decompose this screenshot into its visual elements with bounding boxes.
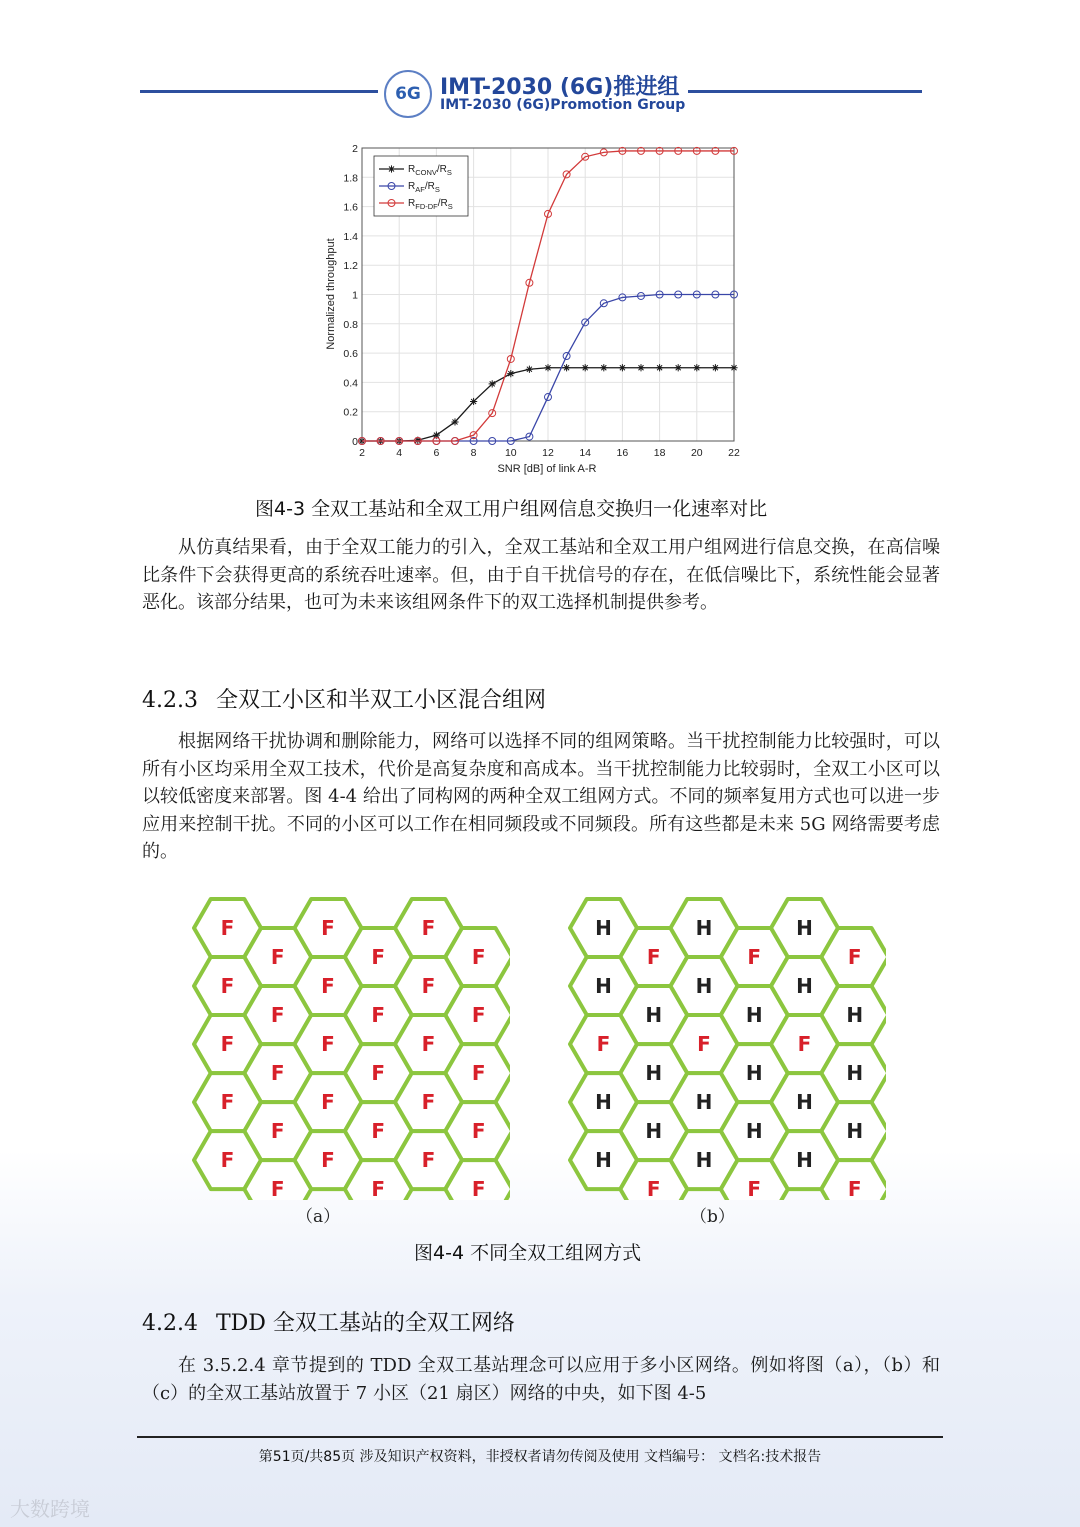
full-duplex-label: F bbox=[220, 916, 235, 941]
half-duplex-label: H bbox=[796, 916, 813, 941]
full-duplex-label: F bbox=[371, 1003, 386, 1028]
data-point bbox=[526, 366, 533, 373]
full-duplex-label: F bbox=[270, 1177, 285, 1200]
full-duplex-label: F bbox=[747, 945, 762, 970]
chart-ylabel: Normalized throughput bbox=[325, 238, 337, 350]
half-duplex-label: H bbox=[695, 1148, 713, 1173]
legend-label: $R_{FD-DF}/R_S$ bbox=[408, 198, 453, 211]
x-tick-label: 16 bbox=[616, 447, 629, 459]
x-tick-label: 22 bbox=[728, 447, 740, 459]
full-duplex-label: F bbox=[421, 974, 436, 999]
half-duplex-label: H bbox=[595, 974, 612, 999]
x-tick-label: 12 bbox=[542, 447, 554, 459]
half-duplex-label: H bbox=[745, 1119, 763, 1144]
half-duplex-label: H bbox=[796, 1148, 813, 1173]
page-footer: 第51页/共85页 涉及知识产权资料，非授权者请勿传阅及使用 文档编号： 文档名:技术报告 bbox=[258, 1449, 822, 1465]
x-tick-label: 6 bbox=[433, 447, 440, 459]
full-duplex-label: F bbox=[371, 1061, 386, 1086]
logo-text: 6G bbox=[395, 84, 421, 104]
full-duplex-label: F bbox=[270, 1003, 285, 1028]
y-tick-label: 0 bbox=[352, 436, 358, 448]
half-duplex-label: H bbox=[645, 1003, 663, 1028]
full-duplex-label: F bbox=[697, 1032, 711, 1057]
full-duplex-label: F bbox=[471, 1061, 486, 1086]
section-number: 4.2.4 bbox=[142, 1311, 198, 1336]
section-heading-4-2-3 bbox=[142, 683, 546, 714]
full-duplex-label: F bbox=[371, 945, 386, 970]
section-heading-4-2-4 bbox=[142, 1306, 515, 1337]
footer-rule bbox=[137, 1436, 943, 1438]
full-duplex-label: F bbox=[847, 1177, 862, 1200]
full-duplex-label: F bbox=[797, 1032, 812, 1057]
full-duplex-label: F bbox=[747, 1177, 762, 1200]
legend-label: $R_{CONV}/R_S$ bbox=[408, 164, 452, 177]
full-duplex-label: F bbox=[220, 974, 235, 999]
half-duplex-label: H bbox=[595, 916, 612, 941]
subfigure-label-a: （a） bbox=[296, 1207, 341, 1227]
y-tick-label: 0.8 bbox=[343, 318, 358, 331]
y-tick-label: 0.6 bbox=[343, 348, 358, 361]
header-rule-right bbox=[688, 90, 922, 93]
full-duplex-label: F bbox=[321, 916, 335, 941]
y-tick-label: 1.2 bbox=[343, 260, 358, 273]
full-duplex-label: F bbox=[220, 1032, 235, 1057]
x-tick-label: 18 bbox=[653, 447, 666, 459]
full-duplex-label: F bbox=[847, 945, 862, 970]
full-duplex-label: F bbox=[321, 1032, 335, 1057]
half-duplex-label: H bbox=[645, 1119, 663, 1144]
data-point bbox=[544, 364, 551, 371]
full-duplex-label: F bbox=[321, 1090, 335, 1115]
full-duplex-label: F bbox=[421, 1032, 436, 1057]
full-duplex-label: F bbox=[321, 974, 335, 999]
y-tick-label: 1.8 bbox=[343, 172, 358, 185]
half-duplex-label: H bbox=[846, 1061, 864, 1086]
y-tick-label: 1.6 bbox=[343, 201, 358, 214]
full-duplex-label: F bbox=[270, 1061, 285, 1086]
full-duplex-label: F bbox=[421, 1090, 436, 1115]
imt2030-logo bbox=[384, 70, 432, 118]
x-tick-label: 8 bbox=[470, 447, 477, 459]
section-number: 4.2.3 bbox=[142, 688, 198, 713]
y-tick-label: 1.4 bbox=[343, 230, 358, 243]
y-tick-label: 2 bbox=[352, 143, 358, 155]
full-duplex-label: F bbox=[646, 1177, 661, 1200]
half-duplex-label: H bbox=[846, 1003, 864, 1028]
full-duplex-label: F bbox=[270, 945, 285, 970]
y-tick-label: 0.4 bbox=[343, 377, 358, 390]
half-duplex-label: H bbox=[796, 1090, 813, 1115]
header-subtitle: IMT-2030 (6G)Promotion Group bbox=[440, 97, 686, 113]
half-duplex-label: H bbox=[645, 1061, 663, 1086]
full-duplex-label: F bbox=[421, 916, 436, 941]
half-duplex-label: H bbox=[595, 1090, 612, 1115]
x-tick-label: 2 bbox=[359, 447, 365, 459]
full-duplex-label: F bbox=[471, 945, 486, 970]
full-duplex-label: F bbox=[220, 1090, 235, 1115]
chart-xlabel: SNR [dB] of link A-R bbox=[497, 463, 597, 475]
full-duplex-label: F bbox=[270, 1119, 285, 1144]
half-duplex-label: H bbox=[695, 1090, 713, 1115]
half-duplex-label: H bbox=[745, 1003, 763, 1028]
x-tick-label: 4 bbox=[396, 447, 403, 459]
paragraph-simulation-results: 从仿真结果看，由于全双工能力的引入，全双工基站和全双工用户组网进行信息交换，在高信噪比条件下会获得更高的系统吞吐速率。但，由于自干扰信号的存在，在低信噪比下，系统性能会显著恶化。该部分结果，也可为未来该组网条件下的双工选择机制提供参考。 bbox=[142, 537, 940, 613]
full-duplex-label: F bbox=[321, 1148, 335, 1173]
full-duplex-label: F bbox=[371, 1177, 386, 1200]
paragraph-tdd-network: 在 3.5.2.4 章节提到的 TDD 全双工基站理念可以应用于多小区网络。例如将图（a），（b）和（c）的全双工基站放置于 7 小区（21 扇区）网络的中央，如下图 4-5 bbox=[142, 1355, 940, 1404]
paragraph-mixed-networking: 根据网络干扰协调和删除能力，网络可以选择不同的组网策略。当干扰控制能力比较强时，可以所有小区均采用全双工技术，代价是高复杂度和高成本。当干扰控制能力比较弱时，全双工小区可以以较低密度来部署。图 4-4 给出了同构网的两种全双工组网方式。不同的频率复用方式也可以进一步应用来控制干扰。不同的小区可以工作在相同频段或不同频段。所有这些都是未来 5G 网络需要考虑的。 bbox=[142, 731, 940, 862]
section-title: 全双工小区和半双工小区混合组网 bbox=[215, 688, 546, 713]
hex-grid-b bbox=[566, 895, 886, 1200]
data-point bbox=[637, 364, 644, 371]
full-duplex-label: F bbox=[471, 1177, 486, 1200]
x-tick-label: 14 bbox=[579, 447, 592, 459]
throughput-chart bbox=[318, 135, 748, 480]
header-rule-left bbox=[140, 90, 378, 93]
half-duplex-label: H bbox=[595, 1148, 612, 1173]
full-duplex-label: F bbox=[646, 945, 661, 970]
x-tick-label: 20 bbox=[690, 447, 703, 459]
figure-4-3-caption: 图4-3 全双工基站和全双工用户组网信息交换归一化速率对比 bbox=[255, 498, 768, 520]
figure-4-4-caption: 图4-4 不同全双工组网方式 bbox=[414, 1242, 642, 1264]
half-duplex-label: H bbox=[695, 974, 713, 999]
full-duplex-label: F bbox=[220, 1148, 235, 1173]
full-duplex-label: F bbox=[596, 1032, 611, 1057]
watermark: 大数跨境 bbox=[10, 1497, 90, 1521]
legend-label: $R_{AF}/R_S$ bbox=[408, 181, 440, 194]
data-point bbox=[730, 364, 737, 371]
subfigure-label-b: （b） bbox=[690, 1207, 735, 1227]
section-title: TDD 全双工基站的全双工网络 bbox=[215, 1311, 515, 1336]
header-title: IMT-2030 (6G)推进组 bbox=[440, 75, 680, 100]
x-tick-label: 10 bbox=[504, 447, 517, 459]
full-duplex-label: F bbox=[421, 1148, 436, 1173]
y-tick-label: 1 bbox=[352, 289, 358, 302]
half-duplex-label: H bbox=[745, 1061, 763, 1086]
full-duplex-label: F bbox=[371, 1119, 386, 1144]
full-duplex-label: F bbox=[471, 1119, 486, 1144]
full-duplex-label: F bbox=[471, 1003, 486, 1028]
half-duplex-label: H bbox=[796, 974, 813, 999]
half-duplex-label: H bbox=[846, 1119, 864, 1144]
data-point bbox=[507, 370, 514, 377]
y-tick-label: 0.2 bbox=[343, 406, 358, 419]
half-duplex-label: H bbox=[695, 916, 713, 941]
hex-grid-a bbox=[190, 895, 510, 1200]
